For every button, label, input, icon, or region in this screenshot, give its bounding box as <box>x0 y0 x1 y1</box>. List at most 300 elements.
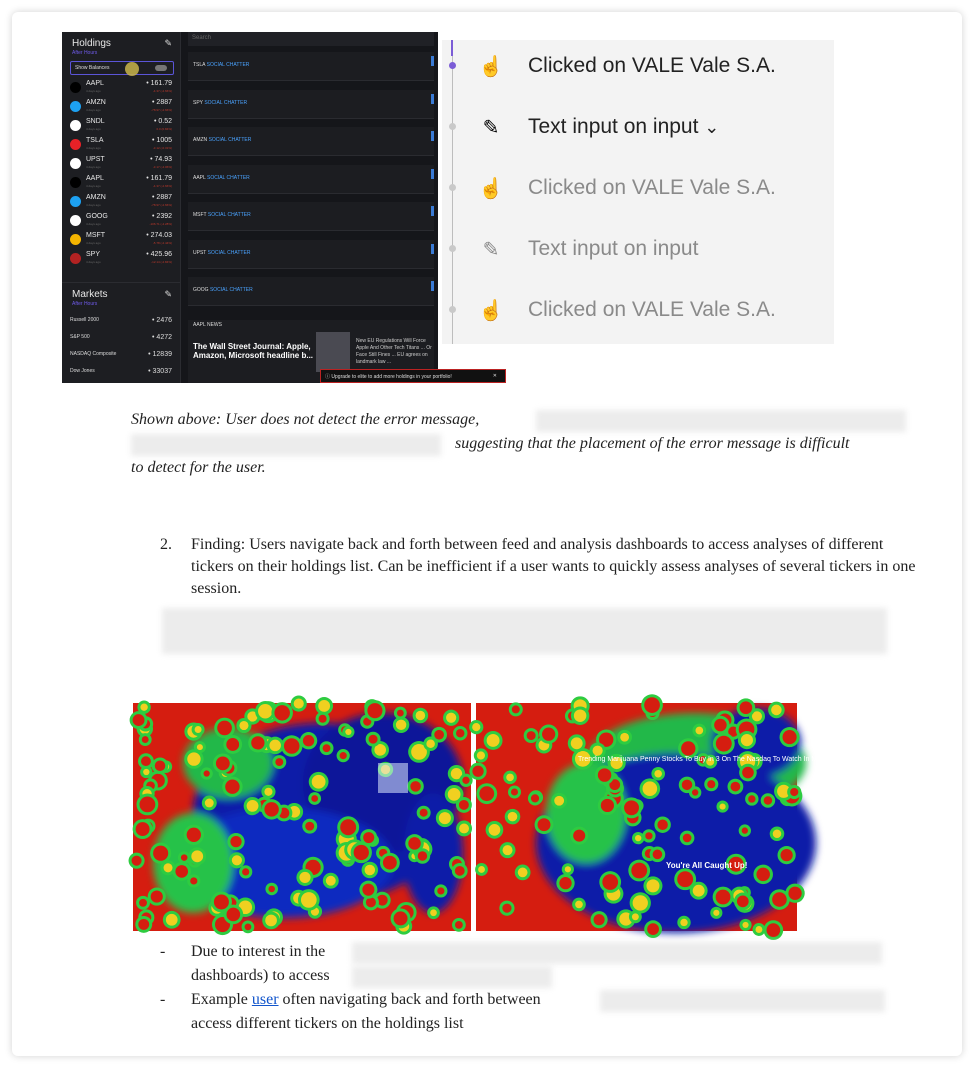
chatter-indicator <box>431 56 434 66</box>
ticker-symbol: SNDL <box>86 118 105 125</box>
heat-spot-core <box>657 820 667 830</box>
hand-pointer-icon: ☝ <box>478 56 504 78</box>
ticker-change: -4.37 (-2.66%) <box>152 89 172 93</box>
heat-spot-core <box>227 908 241 922</box>
heat-spot-core <box>503 845 513 855</box>
market-value: • 33037 <box>148 368 172 375</box>
heat-spot-core <box>142 736 149 743</box>
heat-spot-core <box>683 834 692 843</box>
market-value: • 2476 <box>152 317 172 324</box>
cursor-highlight <box>125 62 139 76</box>
chatter-label: SOCIAL CHATTER <box>208 137 252 143</box>
heat-spot-core <box>251 736 264 749</box>
heat-spot-core <box>394 911 408 925</box>
ticker-symbol: TSLA <box>86 137 104 144</box>
heat-spot-core <box>477 751 485 759</box>
heat-spot-core <box>647 923 659 935</box>
edit-icon[interactable]: ✎ <box>164 38 172 48</box>
app-screenshot <box>62 32 497 383</box>
holdings-subtitle: After Hours <box>72 50 98 56</box>
heat-spot-core <box>247 800 259 812</box>
toggle-switch[interactable] <box>155 65 167 71</box>
event-text: Text input on input <box>528 237 699 260</box>
ticker-change: -3.17 (-4.06%) <box>152 165 172 169</box>
heat-spot-core <box>143 769 149 775</box>
chatter-ticker: AMZN <box>193 137 208 143</box>
holding-row[interactable] <box>70 232 174 249</box>
ticker-price: • 1005 <box>152 137 172 144</box>
ticker-subtext: 4 days ago <box>86 184 101 188</box>
heat-spot-core <box>680 919 687 926</box>
bullet-text-start: Example <box>191 991 248 1008</box>
heat-spot-core <box>737 896 749 908</box>
heat-spot-core <box>418 851 427 860</box>
market-value: • 4272 <box>152 334 172 341</box>
market-row[interactable] <box>70 317 174 331</box>
social-chatter-card[interactable] <box>188 240 434 269</box>
social-chatter-card[interactable] <box>188 202 434 231</box>
event-text: Clicked on VALE Vale S.A. <box>528 298 776 321</box>
news-side-text: New EU Regulations Will Force Apple And Other Tech Titans ... Or Face Still Fines ... EU agrees on landmark law ... <box>356 338 432 365</box>
chatter-ticker: MSFT <box>193 212 207 218</box>
market-name: Dow Jones <box>70 368 95 374</box>
ticker-change: -78.97 (-2.66%) <box>151 203 172 207</box>
heat-spot-core <box>598 768 611 781</box>
heat-spot-core <box>624 800 639 815</box>
feed-panel <box>184 32 497 383</box>
timeline-dot <box>449 123 456 130</box>
chatter-indicator <box>431 169 434 179</box>
search-input[interactable]: Search <box>188 32 434 46</box>
heat-spot-core <box>741 734 753 746</box>
markets-subtitle: After Hours <box>72 301 98 307</box>
heat-spot-core <box>631 863 647 879</box>
heat-spot-core <box>781 849 793 861</box>
heat-spot-core <box>268 886 275 893</box>
ticker-price: • 2392 <box>152 213 172 220</box>
ticker-change: -78.97 (-2.66%) <box>151 108 172 112</box>
heat-spot-core <box>645 832 652 839</box>
ticker-symbol: AMZN <box>86 194 106 201</box>
heat-spot-core <box>205 799 214 808</box>
heat-spot-core <box>139 899 147 907</box>
chatter-indicator <box>431 94 434 104</box>
market-row[interactable] <box>70 334 174 348</box>
document-page <box>12 12 962 1056</box>
ticker-change: -12.14 (-2.84%) <box>151 260 172 264</box>
holding-row[interactable] <box>70 137 174 154</box>
heat-spot-core <box>446 713 456 723</box>
heat-spot-core <box>602 874 618 890</box>
chatter-indicator <box>431 131 434 141</box>
heat-spot-core <box>312 775 326 789</box>
heat-spot-core <box>264 802 278 816</box>
heat-spot-core <box>383 856 397 870</box>
heat-spot-core <box>707 780 715 788</box>
timeline-dot <box>449 62 456 69</box>
heat-spot-core <box>472 766 483 777</box>
market-value: • 12839 <box>148 351 172 358</box>
social-chatter-card[interactable] <box>188 277 434 306</box>
heat-spot-core <box>242 868 249 875</box>
timeline-event[interactable] <box>442 290 834 330</box>
ticker-symbol: AAPL <box>86 80 104 87</box>
heat-spot-core <box>294 699 304 709</box>
ticker-symbol: MSFT <box>86 232 106 239</box>
ticker-subtext: 4 days ago <box>86 241 101 245</box>
ticker-subtext: 4 days ago <box>86 203 101 207</box>
heat-spot-core <box>790 788 798 796</box>
chatter-ticker: UPST <box>193 249 207 256</box>
heat-spot-core <box>191 850 203 862</box>
heat-spot-core <box>232 855 242 865</box>
chevron-down-icon[interactable]: ⌄ <box>704 117 720 137</box>
news-headline[interactable]: The Wall Street Journal: Apple, Amazon, Microsoft headline b... <box>193 342 314 360</box>
bullet-item <box>160 988 900 1036</box>
heatmap-caught-up: You're All Caught Up! <box>666 861 748 870</box>
timeline-event-label <box>528 54 776 78</box>
heat-spot-core <box>175 865 188 878</box>
chatter-label: SOCIAL CHATTER <box>209 287 253 293</box>
redacted-text <box>352 966 552 988</box>
timeline-event-label <box>528 237 698 261</box>
ticker-price: • 425.96 <box>146 251 172 258</box>
heat-spot-core <box>366 897 376 907</box>
heat-spot-core <box>575 901 583 909</box>
heat-spot-core <box>654 770 662 778</box>
chatter-label: SOCIAL CHATTER <box>204 99 248 106</box>
heat-spot-core <box>740 701 753 714</box>
timeline-dot <box>449 184 456 191</box>
heat-spot-core <box>783 730 797 744</box>
heat-spot-core <box>472 723 480 731</box>
heat-spot-core <box>138 919 149 930</box>
heat-spot-core <box>643 781 658 796</box>
holding-row[interactable] <box>70 99 174 116</box>
heat-spot-core <box>518 868 528 878</box>
heat-spot-core <box>369 735 378 744</box>
heatmap-analysis <box>476 703 825 931</box>
redacted-text <box>352 942 882 964</box>
heat-spot-core <box>620 733 629 742</box>
ticker-subtext: 4 days ago <box>86 260 101 264</box>
heat-spot-core <box>214 894 229 909</box>
holding-row[interactable] <box>70 80 174 97</box>
heat-spot-core <box>455 921 463 929</box>
heat-spot-core <box>502 904 511 913</box>
heat-spot-core <box>788 887 801 900</box>
timeline-event-label <box>528 115 719 139</box>
social-chatter-card[interactable] <box>188 127 434 156</box>
chatter-indicator <box>431 281 434 291</box>
heat-spot-core <box>767 923 781 937</box>
user-link[interactable]: user <box>251 991 279 1008</box>
heat-spot-core <box>764 796 773 805</box>
heat-spot-core <box>713 910 719 916</box>
event-text: Clicked on VALE Vale S.A. <box>528 176 776 199</box>
heat-spot-core <box>633 895 648 910</box>
timeline-event[interactable] <box>442 107 834 147</box>
redacted-text <box>536 410 906 432</box>
heat-spot-core <box>190 877 197 884</box>
heat-spot-core <box>305 822 314 831</box>
ticker-logo-icon <box>70 82 81 93</box>
heat-spot-core <box>489 824 501 836</box>
holding-row[interactable] <box>70 175 174 192</box>
ticker-symbol: AMZN <box>86 99 106 106</box>
heat-spot-core <box>323 744 331 752</box>
heat-spot-core <box>559 877 571 889</box>
heat-spot-core <box>340 819 356 835</box>
holding-row[interactable] <box>70 194 174 211</box>
heat-spot-core <box>269 740 281 752</box>
edit-icon[interactable]: ✎ <box>164 289 172 299</box>
market-name: S&P 500 <box>70 334 90 340</box>
ticker-symbol: GOOG <box>86 213 108 220</box>
pencil-icon: ✎ <box>482 117 500 139</box>
heat-spot-core <box>527 731 536 740</box>
finding-number: 2. <box>160 536 172 553</box>
heat-spot-core <box>456 729 464 737</box>
holdings-title: Holdings <box>72 38 111 49</box>
caption-part1: Shown above: User does not detect the error message, <box>131 411 480 428</box>
heat-spot-core <box>311 795 318 802</box>
finding-text: Finding: Users navigate back and forth between feed and analysis dashboards to access analyses of different tickers on their holdings list. Can be inefficient if a user wants to quickly assess analyses of several tickers in one session. <box>191 536 916 597</box>
heat-spot-core <box>479 786 494 801</box>
social-chatter-card[interactable] <box>188 52 434 81</box>
heat-spot-core <box>512 705 520 713</box>
heat-spot-core <box>362 884 374 896</box>
heat-spot-core <box>742 827 748 833</box>
chatter-ticker: TSLA <box>193 62 206 68</box>
heat-spot-core <box>506 774 514 782</box>
heat-spot-core <box>594 914 605 925</box>
bullet-text: Due to interest in the <box>191 943 326 960</box>
ticker-logo-icon <box>70 120 81 131</box>
heat-spot-core <box>748 795 755 802</box>
heat-spot-core <box>455 866 465 876</box>
heat-spot-core <box>437 887 444 894</box>
redacted-paragraph <box>162 608 887 654</box>
news-label: AAPL NEWS <box>193 322 222 328</box>
ticker-price: • 161.79 <box>146 80 172 87</box>
timeline-event[interactable] <box>442 46 834 86</box>
news-image <box>316 332 350 372</box>
ticker-logo-icon <box>70 253 81 264</box>
heatmap-feed <box>133 703 471 931</box>
timeline-event[interactable] <box>442 168 834 208</box>
holding-row[interactable] <box>70 118 174 135</box>
heat-spot-core <box>574 709 586 721</box>
ticker-symbol: SPY <box>86 251 101 258</box>
hand-pointer-icon: ☝ <box>478 178 504 200</box>
chatter-label: SOCIAL CHATTER <box>206 62 250 68</box>
heat-spot-core <box>217 721 232 736</box>
heat-spot-core <box>426 740 435 749</box>
heat-spot-core <box>756 868 770 882</box>
caption <box>131 408 911 480</box>
heat-spot-core <box>318 700 330 712</box>
holding-row[interactable] <box>70 213 174 230</box>
ticker-price: • 74.93 <box>150 156 172 163</box>
close-icon[interactable]: ✕ <box>492 373 497 379</box>
heat-spot-core <box>303 735 314 746</box>
chatter-label: SOCIAL CHATTER <box>207 249 251 256</box>
bullet-text: access different tickers on the holdings list <box>191 1015 464 1032</box>
heat-spot-core <box>420 809 428 817</box>
ticker-change: -5.78 (-2.44%) <box>152 241 172 245</box>
caption-part3: to detect for the user. <box>131 459 266 476</box>
heat-spot-core <box>274 705 290 721</box>
heat-spot-core <box>140 704 147 711</box>
heat-spot-core <box>155 761 166 772</box>
chatter-ticker: SPY <box>193 99 203 106</box>
heat-spot-core <box>511 788 518 795</box>
heat-spot-core <box>565 866 571 872</box>
heat-spot-core <box>692 789 698 795</box>
heat-spot-core <box>140 797 156 813</box>
markets-panel <box>62 282 180 384</box>
bullet-dash: - <box>160 943 166 960</box>
heat-spot-core <box>230 836 241 847</box>
ticker-symbol: UPST <box>86 156 105 163</box>
heat-spot-core <box>216 756 230 770</box>
heat-spot-core <box>601 799 614 812</box>
heat-spot-core <box>644 697 660 713</box>
heat-spot-core <box>430 909 437 916</box>
heat-spot-core <box>141 756 151 766</box>
heatmap-headline: Trending Marijuana Penny Stocks To Buy In 3 On The Nasdaq To Watch In May <box>578 756 825 763</box>
heat-spot-core <box>166 914 178 926</box>
bullet-dash: - <box>160 991 166 1008</box>
ticker-logo-icon <box>70 177 81 188</box>
ticker-price: • 274.03 <box>146 232 172 239</box>
ticker-symbol: AAPL <box>86 175 104 182</box>
heat-spot-core <box>542 728 555 741</box>
ticker-change: -3.12 (-0.31%) <box>152 146 172 150</box>
timeline-event-label <box>528 176 776 200</box>
heat-spot-core <box>742 922 748 928</box>
holdings-panel <box>62 32 181 383</box>
session-timeline <box>442 40 834 344</box>
chatter-indicator <box>431 206 434 216</box>
ticker-subtext: 4 days ago <box>86 89 101 93</box>
holding-row[interactable] <box>70 156 174 173</box>
heat-spot-core <box>275 758 283 766</box>
heat-spot-core <box>439 812 451 824</box>
heat-spot-core <box>264 788 272 796</box>
timeline-dot <box>449 306 456 313</box>
market-row[interactable] <box>70 368 174 382</box>
market-row[interactable] <box>70 351 174 365</box>
heat-spot-core <box>773 829 782 838</box>
ticker-logo-icon <box>70 234 81 245</box>
heat-spot-core <box>284 738 300 754</box>
heat-spot-core <box>151 891 163 903</box>
heat-spot-core <box>646 879 659 892</box>
timeline-event[interactable] <box>442 229 834 269</box>
chatter-indicator <box>431 244 434 254</box>
ticker-price: • 2887 <box>152 194 172 201</box>
market-name: Russell 2000 <box>70 317 99 323</box>
heat-spot-core <box>181 854 188 861</box>
markets-title: Markets <box>72 289 108 300</box>
heat-spot-core <box>195 726 202 733</box>
heat-spot-core <box>301 892 317 908</box>
ticker-subtext: 4 days ago <box>86 108 101 112</box>
heat-spot-core <box>410 781 420 791</box>
chatter-ticker: AAPL <box>193 174 206 181</box>
heat-spot-core <box>632 913 639 920</box>
heat-spot-core <box>531 794 539 802</box>
ticker-subtext: 4 days ago <box>86 165 101 169</box>
heat-spot-core <box>226 738 239 751</box>
show-balances-label: Show Balances <box>75 65 110 71</box>
chatter-ticker: GOOG <box>193 287 209 293</box>
bullet-text-middle: often navigating back and forth between <box>282 991 541 1008</box>
heat-spot-core <box>487 734 500 747</box>
heat-spot-core <box>716 736 732 752</box>
heat-spot-core <box>239 721 248 730</box>
heat-spot-core <box>571 737 583 749</box>
heat-spot-core <box>197 744 203 750</box>
heat-spot-core <box>245 923 252 930</box>
heat-spot-core <box>554 796 564 806</box>
pencil-icon: ✎ <box>482 239 500 261</box>
chatter-label: SOCIAL CHATTER <box>207 212 251 218</box>
heat-spot-core <box>340 752 347 759</box>
heat-spot-core <box>367 703 382 718</box>
heat-spot-core <box>462 777 469 784</box>
heat-spot-core <box>258 704 272 718</box>
social-chatter-card[interactable] <box>188 90 434 119</box>
social-chatter-card[interactable] <box>188 165 434 194</box>
bullet-text: dashboards) to access <box>191 967 330 984</box>
redacted-text <box>131 434 441 456</box>
heat-spot-core <box>693 885 705 897</box>
heat-spot-core <box>345 729 351 735</box>
heat-spot-core <box>755 926 762 933</box>
ticker-subtext: 4 days ago <box>86 146 101 150</box>
heat-spot-core <box>225 779 239 793</box>
heat-spot-core <box>133 714 145 726</box>
heat-spot-core <box>132 856 142 866</box>
heat-spot-core <box>716 890 731 905</box>
heat-spot-core <box>153 846 168 861</box>
heat-spot-core <box>635 835 641 841</box>
info-icon: ⓘ <box>325 374 331 380</box>
heat-spot-core <box>573 830 585 842</box>
timeline-event-label <box>528 298 776 322</box>
show-balances-toggle[interactable] <box>70 61 174 75</box>
caption-part2: suggesting that the placement of the error message is difficult <box>455 435 850 452</box>
redacted-text <box>600 990 885 1012</box>
heat-spot-core <box>538 818 551 831</box>
heat-spot-core <box>771 705 782 716</box>
heat-spot-core <box>681 741 695 755</box>
error-toast <box>320 369 506 383</box>
heat-spot-core <box>204 770 210 776</box>
heat-spot-core <box>677 871 693 887</box>
heat-spot-core <box>326 876 336 886</box>
holding-row[interactable] <box>70 251 174 268</box>
ticker-price: • 161.79 <box>146 175 172 182</box>
hand-pointer-icon: ☝ <box>478 300 504 322</box>
chatter-label: SOCIAL CHATTER <box>207 174 250 181</box>
heat-spot-core <box>459 800 469 810</box>
heat-spot-core <box>742 767 754 779</box>
heat-spot-core <box>408 837 421 850</box>
